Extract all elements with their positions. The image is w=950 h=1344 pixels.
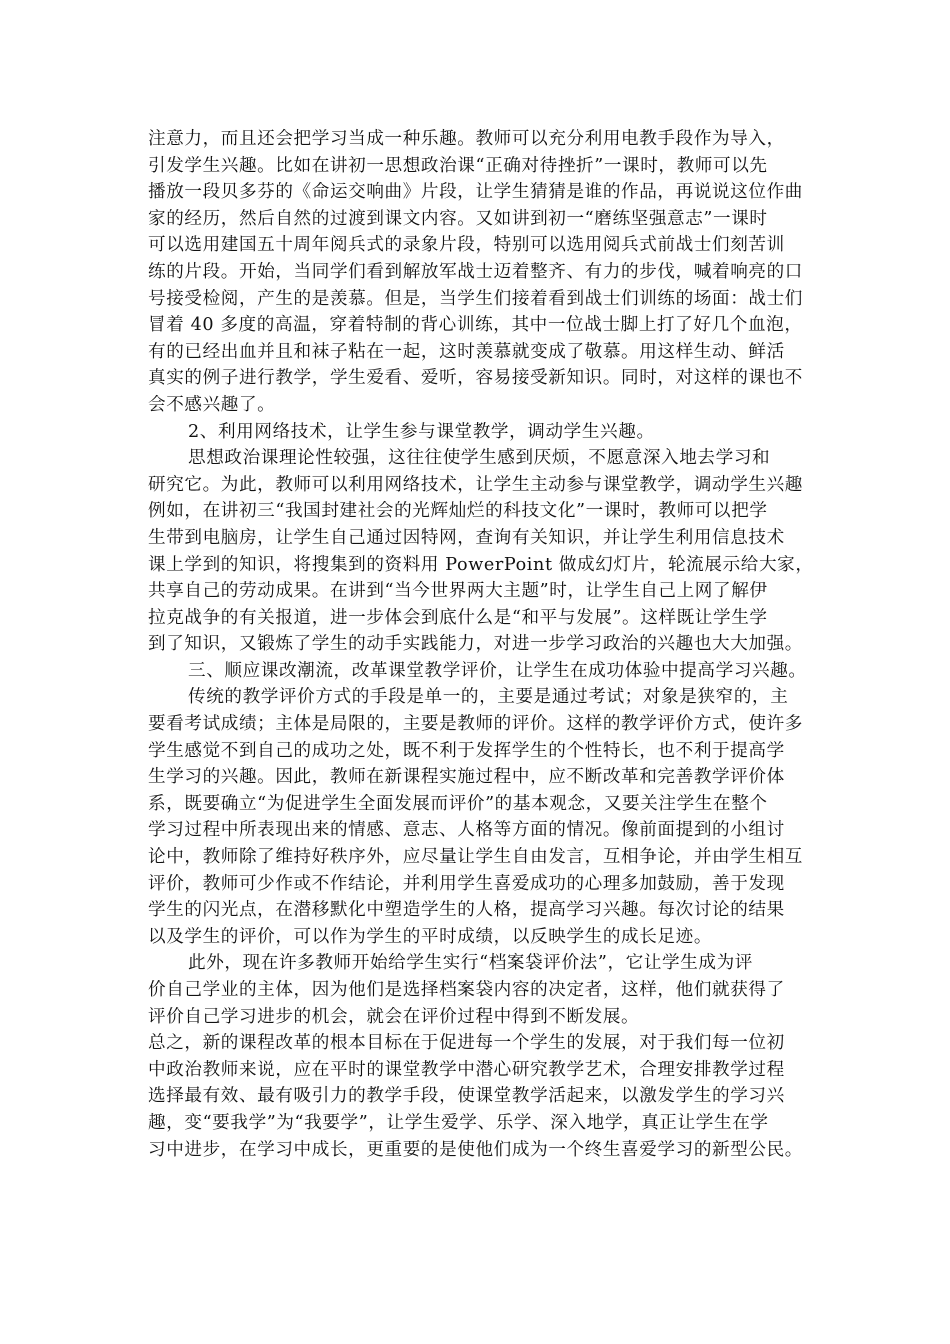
text-line: 可以选用建国五十周年阅兵式的录象片段，特别可以选用阅兵式前战士们刻苦训 [148,235,785,256]
text-line: 学习过程中所表现出来的情感、意志、人格等方面的情况。像前面提到的小组讨 [148,820,785,841]
text-line: 生带到电脑房，让学生自己通过因特网，查询有关知识，并让学生利用信息技术 [148,527,785,548]
text-line: 以及学生的评价，可以作为学生的平时成绩，以反映学生的成长足迹。 [148,926,713,947]
text-line: 到了知识，又锻炼了学生的动手实践能力，对进一步学习政治的兴趣也大大加强。 [148,634,803,655]
text-line: 评价，教师可少作或不作结论，并利用学生喜爱成功的心理多加鼓励，善于发现 [148,873,785,894]
text-line: 例如，在讲初三“我国封建社会的光辉灿烂的科技文化”一课时，教师可以把学 [148,501,768,522]
text-line: 三、顺应课改潮流，改革课堂教学评价，让学生在成功体验中提高学习兴趣。 [188,660,807,681]
text-line: 系，既要确立“为促进学生全面发展而评价”的基本观念，又要关注学生在整个 [148,793,768,814]
text-line: 会不感兴趣了。 [148,394,276,415]
text-line: 拉克战争的有关报道，进一步体会到底什么是“和平与发展”。这样既让学生学 [148,607,768,628]
text-line: 真实的例子进行教学，学生爱看、爱听，容易接受新知识。同时，对这样的课也不 [148,368,803,389]
text-line: 播放一段贝多芬的《命运交响曲》片段，让学生猜猜是谁的作品，再说说这位作曲 [148,182,803,203]
text-line: 冒着 40 多度的高温，穿着特制的背心训练，其中一位战士脚上打了好几个血泡， [148,315,803,336]
text-line: 学生的闪光点，在潜移默化中塑造学生的人格，提高学习兴趣。每次讨论的结果 [148,900,785,921]
text-line: 价自己学业的主体，因为他们是选择档案袋内容的决定者，这样，他们就获得了 [148,980,785,1000]
text-line: 选择最有效、最有吸引力的教学手段，使课堂教学活起来，以激发学生的学习兴 [148,1086,785,1107]
text-line: 中政治教师来说，应在平时的课堂教学中潜心研究教学艺术，合理安排教学过程 [148,1059,785,1080]
text-line: 此外，现在许多教师开始给学生实行“档案袋评价法”，它让学生成为评 [188,953,754,974]
text-line: 习中进步，在学习中成长，更重要的是使他们成为一个终生喜爱学习的新型公民。 [148,1139,803,1160]
text-line: 总之，新的课程改革的根本目标在于促进每一个学生的发展，对于我们每一位初 [148,1033,785,1054]
text-line: 思想政治课理论性较强，这往往使学生感到厌烦，不愿意深入地去学习和 [188,448,771,469]
text-line: 引发学生兴趣。比如在讲初一思想政治课“正确对待挫折”一课时，教师可以先 [148,155,768,176]
text-line: 学生感觉不到自己的成功之处，既不利于发挥学生的个性特长，也不利于提高学 [148,740,785,761]
text-line: 有的已经出血并且和袜子粘在一起，这时羡慕就变成了敬慕。用这样生动、鲜活 [148,341,785,362]
document-body [148,126,828,1163]
text-line: 论中，教师除了维持好秩序外，应尽量让学生自由发言，互相争论，并由学生相互 [148,847,803,868]
text-line: 评价自己学习进步的机会，就会在评价过程中得到不断发展。 [148,1006,640,1027]
text-line: 生学习的兴趣。因此，教师在新课程实施过程中，应不断改革和完善教学评价体 [148,767,785,788]
text-line: 趣，变“要我学”为“我要学”，让学生爱学、乐学、深入地学，真正让学生在学 [148,1112,769,1133]
text-line: 要看考试成绩；主体是局限的，主要是教师的评价。这样的教学评价方式，使许多 [148,714,803,735]
text-line: 共享自己的劳动成果。在讲到“当今世界两大主题”时，让学生自己上网了解伊 [148,581,768,602]
text-line: 研究它。为此，教师可以利用网络技术，让学生主动参与课堂教学，调动学生兴趣 [148,474,803,495]
text-line: 注意力，而且还会把学习当成一种乐趣。教师可以充分利用电教手段作为导入， [148,129,785,149]
text-line: 号接受检阅，产生的是羡慕。但是，当学生们接着看到战士们训练的场面：战士们 [148,288,803,309]
text-line: 家的经历，然后自然的过渡到课文内容。又如讲到初一“磨练坚强意志”一课时 [148,208,768,229]
text-line: 2、利用网络技术，让学生参与课堂教学，调动学生兴趣。 [188,421,655,442]
text-line: 传统的教学评价方式的手段是单一的，主要是通过考试；对象是狭窄的，主 [188,687,789,708]
text-line: 练的片段。开始，当同学们看到解放军战士迈着整齐、有力的步伐，喊着响亮的口 [148,261,803,282]
text-line: 课上学到的知识，将搜集到的资料用 PowerPoint 做成幻灯片，轮流展示给大家， [148,554,814,575]
